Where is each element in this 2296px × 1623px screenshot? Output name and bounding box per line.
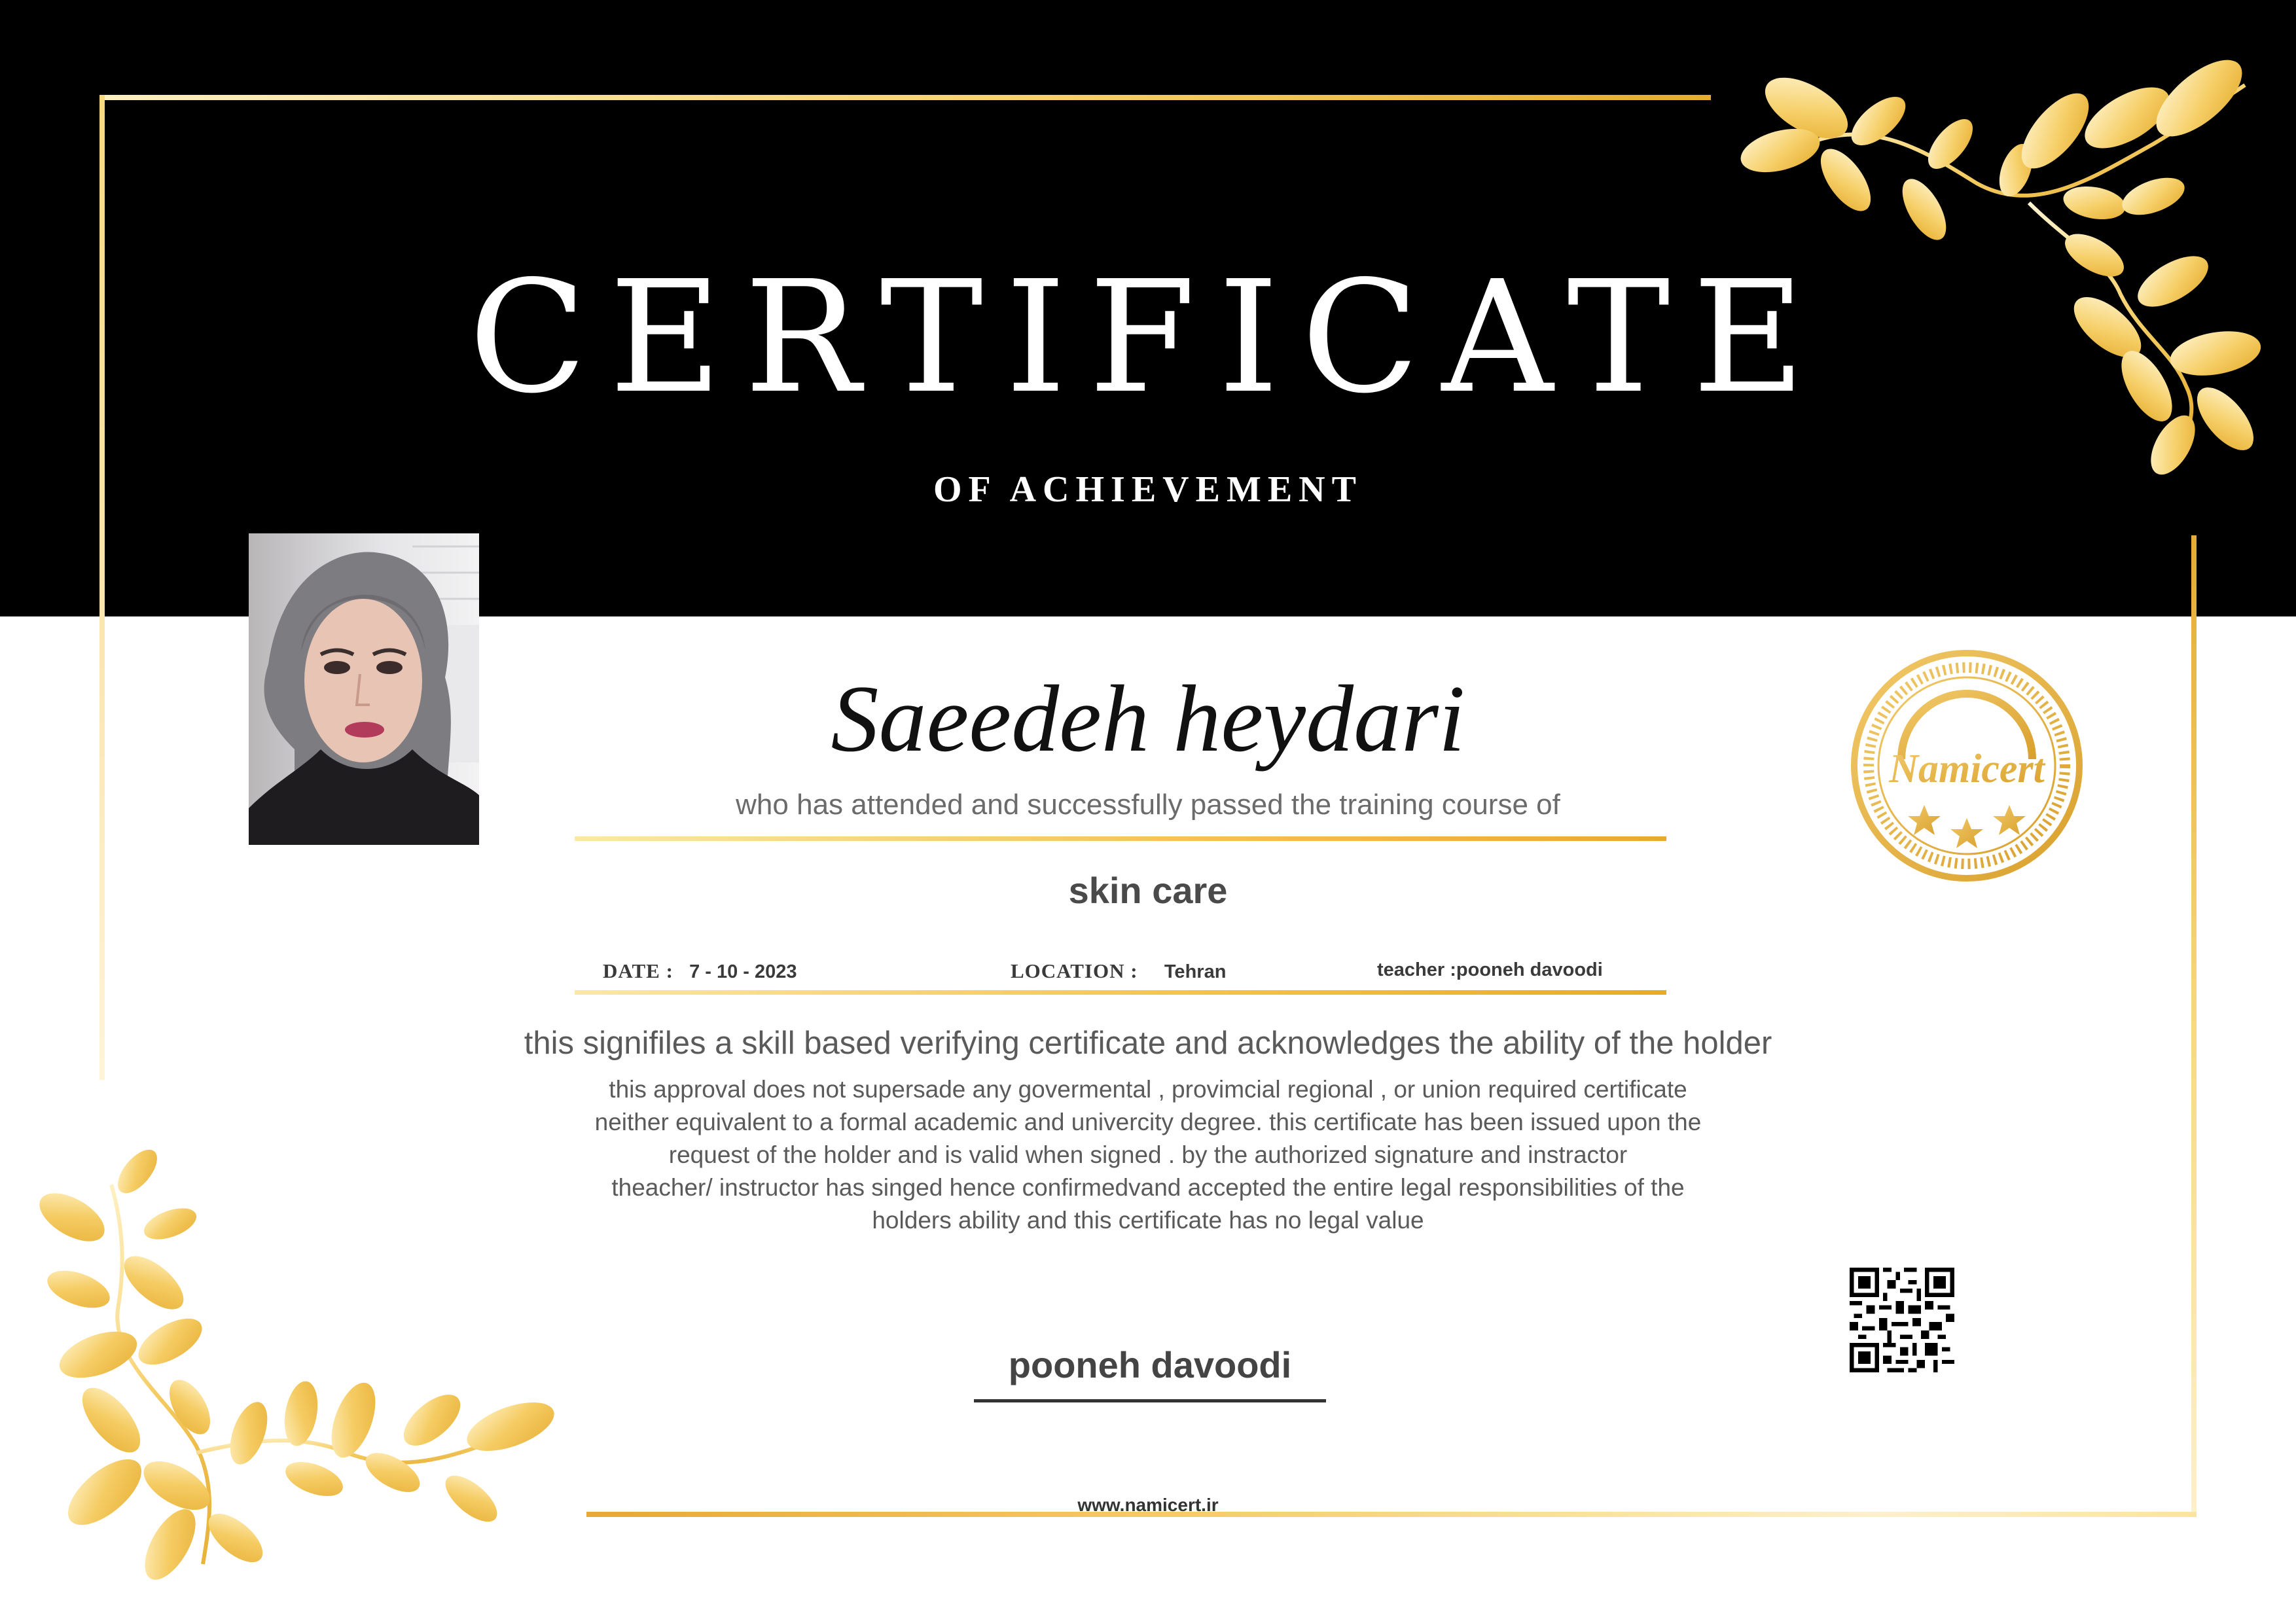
location-value: Tehran xyxy=(1164,961,1227,982)
gold-frame-top xyxy=(99,95,1711,100)
namicert-seal-icon xyxy=(1846,645,2088,887)
course-name: skin care xyxy=(1068,870,1228,911)
disclaimer-line: this approval does not supersade any govermental , provimcial regional , or union required certificate xyxy=(609,1076,1687,1103)
disclaimer-line: holders ability and this certificate has no legal value xyxy=(872,1207,1424,1234)
disclaimer-line: theacher/ instructor has singed hence confirmedvand accepted the entire legal responsibilities of the xyxy=(611,1174,1685,1201)
attended-text: who has attended and successfully passed the training course of xyxy=(736,789,1560,821)
qr-code-icon xyxy=(1850,1268,1954,1372)
recipient-name: Saeedeh heydari xyxy=(831,666,1465,772)
svg-text:Namicert: Namicert xyxy=(1889,747,2045,791)
website-text: www.namicert.ir xyxy=(1077,1495,1219,1515)
date-label: DATE : xyxy=(603,959,673,982)
gold-divider xyxy=(575,836,1666,841)
teacher-text: teacher :pooneh davoodi xyxy=(1377,959,1603,980)
gold-frame-left xyxy=(99,95,105,1080)
disclaimer-text xyxy=(493,1073,1803,1237)
date-value: 7 - 10 - 2023 xyxy=(689,961,797,982)
certificate-subtitle: OF ACHIEVEMENT xyxy=(933,469,1363,510)
gold-leaves-icon xyxy=(39,1145,563,1590)
gold-divider xyxy=(575,990,1666,995)
signature-line xyxy=(974,1399,1326,1402)
certificate-title: CERTIFICATE xyxy=(469,247,1827,427)
signifies-text: this signifiles a skill based verifying certificate and acknowledges the ability of the holder xyxy=(524,1026,1772,1061)
disclaimer-line: neither equivalent to a formal academic and univercity degree. this certificate has been issued upon the xyxy=(594,1109,1702,1135)
signer-name: pooneh davoodi xyxy=(1008,1344,1292,1385)
disclaimer-line: request of the holder and is valid when signed . by the authorized signature and instractor xyxy=(668,1141,1628,1168)
teacher-field xyxy=(1377,961,1603,980)
date-field xyxy=(603,961,797,982)
location-label: LOCATION : xyxy=(1011,959,1138,982)
location-field xyxy=(1011,961,1226,982)
